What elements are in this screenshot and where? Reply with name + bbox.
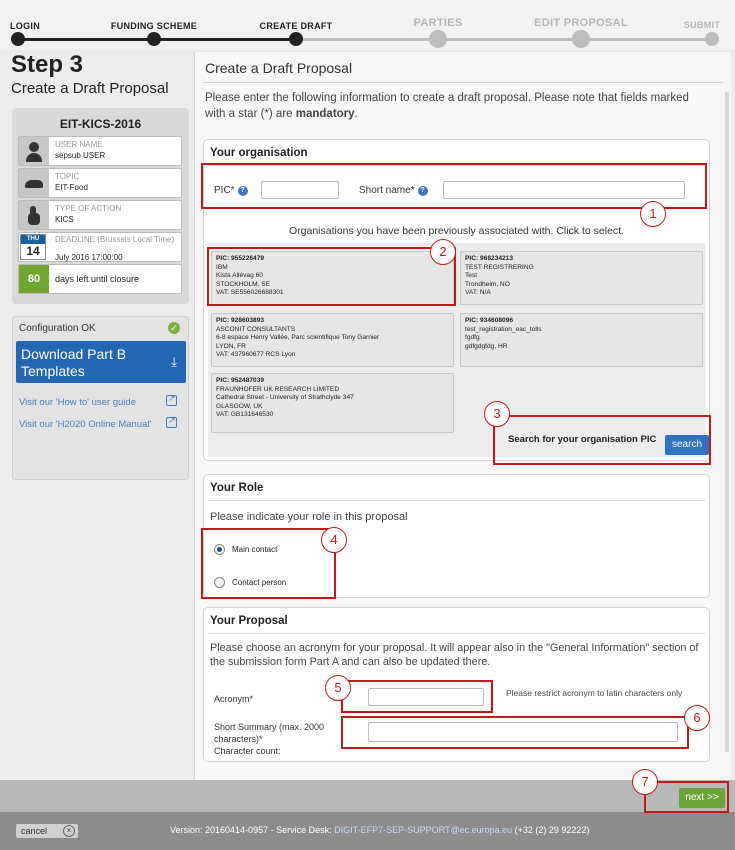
org-pic: PIC: 928603893 <box>216 317 265 324</box>
info-value: July 2016 17:00:00 <box>55 253 123 262</box>
org-line: STOCKHOLM, SE <box>216 280 271 288</box>
step-label: FUNDING SCHEME <box>110 21 198 31</box>
org-line: VAT: N/A <box>465 289 491 297</box>
step-funding-scheme <box>79 0 229 31</box>
calendar-weekday: THU <box>21 235 45 244</box>
topic-icon <box>19 169 49 197</box>
title-divider <box>203 82 723 83</box>
acronym-restriction-note: Please restrict acronym to latin characters only <box>506 688 683 698</box>
howto-guide-link[interactable] <box>19 397 136 408</box>
cancel-label: cancel <box>21 826 48 836</box>
org-line: 6-8 espace Henry Vallée, Parc scientifique Tony Garnier <box>216 334 380 342</box>
proposal-description: Please choose an acronym for your proposal. It will appear also in the "General Information" section of the submission form Part A and can also be updated there. <box>210 642 699 668</box>
intro-text-end: . <box>354 108 358 120</box>
section-divider <box>208 633 705 634</box>
step-dot <box>705 32 719 46</box>
section-title: Your Role <box>210 482 264 494</box>
section-title: Your Proposal <box>210 615 288 627</box>
intro-text <box>205 90 710 122</box>
info-value: KICS <box>55 215 74 224</box>
info-label: TYPE OF ACTION <box>55 204 122 213</box>
info-label: DEADLINE (Brussels Local Time) <box>55 235 175 244</box>
section-title: Your organisation <box>210 147 308 159</box>
info-value: sepsub USER <box>55 151 106 160</box>
close-icon: × <box>63 825 75 837</box>
info-type-of-action <box>18 200 182 230</box>
calendar-icon <box>20 234 46 260</box>
org-line: Test <box>465 272 478 280</box>
pic-label-text: PIC* <box>214 185 235 196</box>
info-value: EIT-Food <box>55 183 88 192</box>
org-card[interactable] <box>211 373 454 433</box>
action-bar <box>0 780 735 812</box>
annotation-number-2: 2 <box>430 239 456 265</box>
annotation-box-3 <box>493 415 711 465</box>
main-contact-label: Main contact <box>232 545 278 554</box>
summary-label: Short Summary (max. 2000 characters)* <box>214 722 325 744</box>
org-line: Kista Allévag 60 <box>216 272 263 280</box>
days-left-badge: 80 <box>19 265 49 293</box>
org-line: Cathedral Street - University of Strathclyde 347 <box>216 394 354 402</box>
short-name-label-text: Short name* <box>359 185 415 196</box>
org-line: VAT: 437960677 RCS Lyon <box>216 351 296 359</box>
info-label: USER NAME <box>55 140 103 149</box>
annotation-box-6 <box>341 716 689 749</box>
org-line: VAT: SE556026688301 <box>216 289 284 297</box>
page-title: Create a Draft Proposal <box>205 60 353 76</box>
info-deadline <box>18 232 182 262</box>
phone-text: (+32 (2) 29 92222) <box>512 825 590 835</box>
role-description: Please indicate your role in this proposal <box>210 511 408 523</box>
org-pic: PIC: 968234213 <box>465 255 514 262</box>
org-line: FRAUNHOFER UK RESEARCH LIMITED <box>216 385 340 393</box>
user-icon <box>19 137 49 165</box>
download-part-b-button[interactable] <box>16 341 186 383</box>
step-dot <box>147 32 161 46</box>
annotation-number-1: 1 <box>640 201 666 227</box>
search-button[interactable]: search <box>665 435 709 455</box>
annotation-number-3: 3 <box>484 401 510 427</box>
version-info <box>170 825 589 835</box>
download-icon: ⤓ <box>171 354 177 369</box>
annotation-box-5 <box>341 680 493 713</box>
annotation-box-4 <box>201 528 336 599</box>
cancel-button[interactable] <box>16 824 78 838</box>
help-icon[interactable]: ? <box>418 186 428 196</box>
service-desk-email-link[interactable]: DIGIT-EFP7-SEP-SUPPORT@ec.europa.eu <box>334 825 513 835</box>
help-icon[interactable]: ? <box>238 186 248 196</box>
config-status: Configuration OK <box>19 323 96 334</box>
org-line: fgdfg <box>465 334 480 342</box>
previous-orgs-note: Organisations you have been previously associated with. Click to select. <box>288 225 624 237</box>
configuration-panel <box>12 316 189 480</box>
intro-mandatory: mandatory <box>295 108 355 120</box>
intro-text-body: Please enter the following information to create a draft proposal. Please note that fields marked with a star (*) are <box>205 92 689 120</box>
step-dot <box>429 30 447 48</box>
section-divider <box>208 500 705 501</box>
step-label: LOGIN <box>10 21 40 31</box>
org-pic: PIC: 952487039 <box>216 377 265 384</box>
step-edit-proposal <box>506 0 656 29</box>
version-text: Version: 20160414-0957 - Service Desk: <box>170 825 335 835</box>
step-dot <box>11 32 25 46</box>
org-line: gdfgdgfdg, HR <box>465 342 508 350</box>
call-identifier: EIT-KICS-2016 <box>59 117 142 131</box>
check-icon: ✓ <box>168 322 180 334</box>
info-user-name <box>18 136 182 166</box>
annotation-number-5: 5 <box>325 675 351 701</box>
org-line: ASCONIT CONSULTANTS <box>216 325 296 333</box>
info-value: days left until closure <box>55 274 140 284</box>
step-label: SUBMIT <box>683 20 721 30</box>
step-dot <box>572 30 590 48</box>
info-label: TOPIC <box>55 172 80 181</box>
org-line: TEST REGISTRERING <box>465 263 534 271</box>
org-line: VAT: GB131646530 <box>216 411 274 419</box>
external-link-icon <box>166 395 177 406</box>
org-card[interactable] <box>211 313 454 367</box>
step-label: EDIT PROPOSAL <box>534 17 628 29</box>
step-subtitle: Create a Draft Proposal <box>11 80 169 97</box>
acronym-label: Acronym* <box>214 694 254 704</box>
org-line: GLASGOW, UK <box>216 402 263 410</box>
scrollbar[interactable] <box>725 92 729 752</box>
progress-steps <box>0 0 735 50</box>
next-button[interactable]: next >> <box>679 788 725 808</box>
step-label: PARTIES <box>413 17 463 29</box>
sidebar <box>4 51 190 430</box>
pointer-hand-icon <box>19 201 49 229</box>
org-pic: PIC: 934608096 <box>465 317 514 324</box>
step-dot <box>289 32 303 46</box>
online-manual-link[interactable] <box>19 419 151 430</box>
step-label: CREATE DRAFT <box>259 21 333 31</box>
org-card[interactable] <box>460 313 703 367</box>
search-pic-label: Search for your organisation PIC <box>508 434 657 445</box>
org-card[interactable] <box>460 251 703 305</box>
contact-person-label: Contact person <box>232 578 287 587</box>
info-topic <box>18 168 182 198</box>
character-count-label: Character count: <box>214 746 281 756</box>
step-parties <box>363 0 513 29</box>
step-create-draft <box>221 0 371 31</box>
org-pic: PIC: 955226479 <box>216 255 265 262</box>
link-label: Visit our 'How to' user guide <box>19 397 136 408</box>
org-line: Trondheim, NO <box>465 280 510 288</box>
step-submit <box>672 0 732 30</box>
link-label: Visit our 'H2020 Online Manual' <box>19 419 152 430</box>
annotation-number-6: 6 <box>684 705 710 731</box>
step-title: Step 3 <box>11 51 84 78</box>
annotation-number-4: 4 <box>321 527 347 553</box>
org-line: LYON, FR <box>216 342 246 350</box>
org-line: test_registration_eac_tolls <box>465 325 542 333</box>
download-label: Download Part B Templates <box>21 346 127 379</box>
call-info-box <box>12 108 189 304</box>
external-link-icon <box>166 417 177 428</box>
calendar-day: 14 <box>26 244 40 258</box>
annotation-number-7: 7 <box>632 769 658 795</box>
annotation-box-1 <box>201 163 707 209</box>
org-line: IBM <box>216 263 228 271</box>
annotation-box-2 <box>207 247 456 306</box>
info-days-left <box>18 264 182 294</box>
